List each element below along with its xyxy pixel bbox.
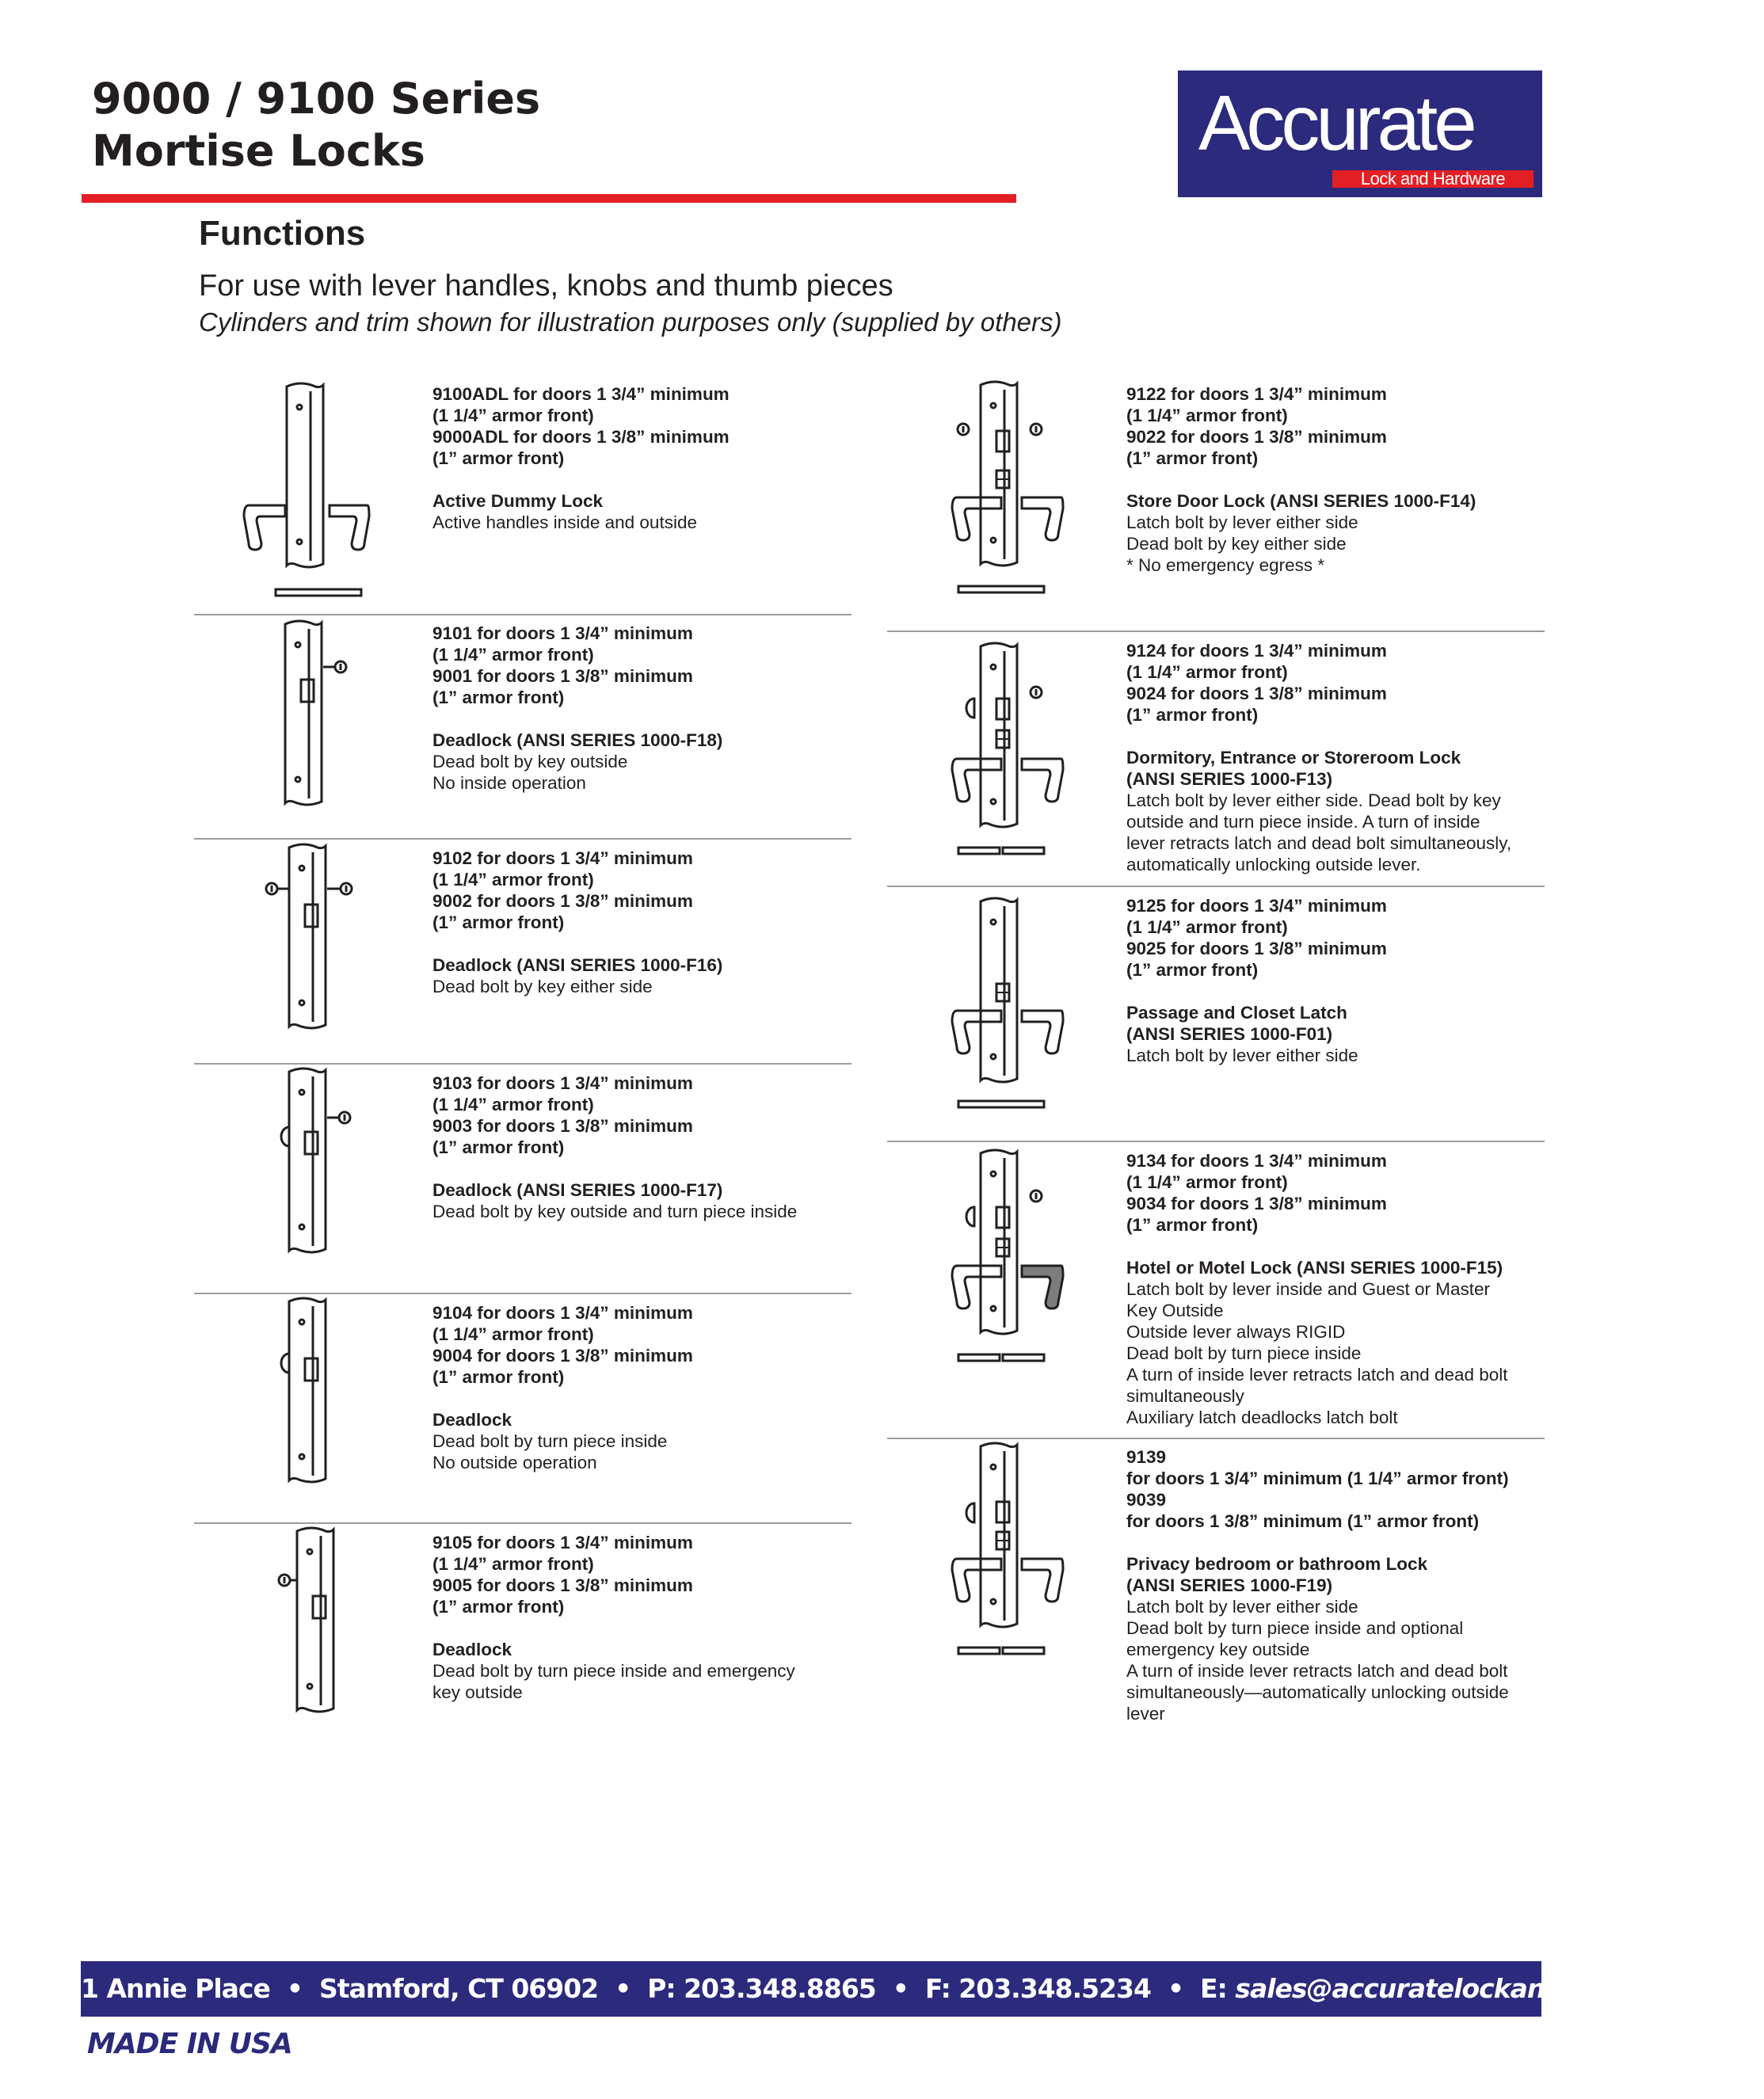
function-title: Dormitory, Entrance or Storeroom Lock: [1126, 748, 1461, 768]
model-line: (1” armor front): [432, 688, 565, 707]
function-title: Privacy bedroom or bathroom Lock: [1126, 1554, 1428, 1574]
model-line: (1 1/4” armor front): [432, 1324, 594, 1344]
function-desc: outside and turn piece inside. A turn of inside: [1126, 812, 1480, 832]
illustration-9134: [943, 1147, 1069, 1369]
model-line: (1” armor front): [1126, 705, 1259, 725]
bullet-separator: •: [884, 1973, 917, 2004]
function-desc: Dead bolt by turn piece inside and optional: [1126, 1618, 1464, 1638]
model-line: 9001 for doors 1 3/8” minimum: [432, 666, 693, 686]
model-line: (1 1/4” armor front): [432, 406, 594, 425]
model-line: (1” armor front): [432, 448, 565, 468]
model-line: 9101 for doors 1 3/4” minimum: [432, 623, 693, 643]
function-title: (ANSI SERIES 1000-F01): [1126, 1024, 1333, 1044]
logo-wordmark: Accurate: [1198, 79, 1473, 166]
function-title: (ANSI SERIES 1000-F13): [1126, 769, 1333, 789]
function-desc: Dead bolt by key either side: [1126, 534, 1347, 554]
function-entry-9105: [432, 1532, 795, 1703]
model-line: 9105 for doors 1 3/4” minimum: [432, 1533, 693, 1552]
model-line: 9004 for doors 1 3/8” minimum: [432, 1346, 693, 1366]
function-desc: Dead bolt by turn piece inside and emergency: [432, 1661, 795, 1681]
function-title: Deadlock: [432, 1410, 512, 1430]
function-desc: Latch bolt by lever inside and Guest or Master: [1126, 1279, 1490, 1299]
function-entry-9101: [432, 623, 722, 794]
model-line: (1” armor front): [432, 912, 565, 932]
model-line: 9005 for doors 1 3/8” minimum: [432, 1575, 693, 1595]
function-desc: Dead bolt by key either side: [432, 977, 653, 996]
function-desc: * No emergency egress *: [1126, 555, 1325, 575]
model-line: 9124 for doors 1 3/4” minimum: [1126, 641, 1387, 661]
model-line: (1 1/4” armor front): [1126, 662, 1288, 682]
function-desc: Active handles inside and outside: [432, 512, 697, 532]
model-line: (1 1/4” armor front): [432, 645, 594, 665]
function-desc: No outside operation: [432, 1453, 597, 1472]
function-entry-9104: [432, 1302, 693, 1473]
footer-email-link[interactable]: sales@accuratelockandhardware.com: [1235, 1973, 1764, 2004]
model-line: (1” armor front): [432, 1597, 565, 1617]
function-entry-9100adl: [432, 383, 730, 533]
brand-logo: [1178, 70, 1542, 197]
row-separator: [194, 1522, 852, 1524]
row-separator: [887, 1438, 1545, 1439]
footer-address: 1 Annie Place: [81, 1973, 270, 2004]
function-desc: Outside lever always RIGID: [1126, 1322, 1346, 1342]
model-line: 9122 for doors 1 3/4” minimum: [1126, 384, 1387, 404]
model-line: for doors 1 3/8” minimum (1” armor front): [1126, 1511, 1480, 1531]
row-separator: [194, 1063, 852, 1065]
illustration-9122: [943, 379, 1069, 608]
page-title-line-1: 9000 / 9100 Series: [92, 74, 541, 124]
model-line: 9034 for doors 1 3/8” minimum: [1126, 1194, 1387, 1213]
model-line: (1” armor front): [432, 1367, 565, 1387]
function-entry-9134: [1126, 1150, 1508, 1428]
title-underline: [82, 194, 1016, 203]
section-title: Functions: [199, 214, 366, 253]
model-line: 9003 for doors 1 3/8” minimum: [432, 1116, 693, 1136]
function-desc: Dead bolt by turn piece inside: [432, 1431, 668, 1451]
function-title: Deadlock (ANSI SERIES 1000-F18): [432, 730, 723, 750]
function-desc: simultaneously—automatically unlocking outside: [1126, 1682, 1509, 1702]
illustration-9101: [269, 618, 364, 816]
bullet-separator: •: [606, 1973, 639, 2004]
row-separator: [194, 838, 852, 840]
page-title: [92, 73, 540, 177]
footer-phone: P: 203.348.8865: [647, 1973, 876, 2004]
function-title: Passage and Closet Latch: [1126, 1003, 1347, 1023]
function-desc: lever retracts latch and dead bolt simultaneously,: [1126, 833, 1512, 853]
model-line: 9022 for doors 1 3/8” minimum: [1126, 427, 1387, 447]
model-line: (1 1/4” armor front): [1126, 406, 1288, 425]
model-line: 9000ADL for doors 1 3/8” minimum: [432, 427, 730, 447]
function-desc: Dead bolt by key outside: [432, 752, 628, 771]
model-line: 9125 for doors 1 3/4” minimum: [1126, 896, 1387, 916]
function-entry-9124: [1126, 640, 1511, 875]
function-desc: Dead bolt by turn piece inside: [1126, 1343, 1362, 1363]
function-title: Active Dummy Lock: [432, 491, 604, 511]
model-line: (1 1/4” armor front): [1126, 917, 1288, 937]
section-note: Cylinders and trim shown for illustration purposes only (supplied by others): [199, 307, 1062, 337]
model-line: 9134 for doors 1 3/4” minimum: [1126, 1151, 1387, 1171]
function-desc: automatically unlocking outside lever.: [1126, 855, 1421, 874]
function-desc: lever: [1126, 1704, 1165, 1724]
logo-tagline: Lock and Hardware: [1332, 170, 1533, 188]
bullet-separator: •: [278, 1973, 311, 2004]
illustration-9124: [943, 640, 1069, 862]
model-line: (1 1/4” armor front): [432, 1095, 594, 1114]
illustration-9105: [273, 1525, 360, 1731]
row-separator: [887, 630, 1545, 632]
function-entry-9103: [432, 1072, 797, 1222]
function-desc: Latch bolt by lever either side. Dead bolt by key: [1126, 790, 1501, 810]
page-title-line-2: Mortise Locks: [92, 126, 425, 176]
function-entry-9102: [432, 848, 722, 997]
function-desc: Latch bolt by lever either side: [1126, 512, 1358, 532]
row-separator: [887, 1141, 1545, 1142]
model-line: 9002 for doors 1 3/8” minimum: [432, 891, 693, 911]
function-entry-9122: [1126, 383, 1476, 576]
function-title: Deadlock (ANSI SERIES 1000-F16): [432, 955, 723, 975]
model-line: 9100ADL for doors 1 3/4” minimum: [432, 384, 730, 404]
model-line: 9025 for doors 1 3/8” minimum: [1126, 939, 1387, 958]
made-in-usa: MADE IN USA: [87, 2028, 292, 2060]
row-separator: [194, 614, 852, 615]
footer-fax: F: 203.348.5234: [924, 1973, 1151, 2004]
function-desc: A turn of inside lever retracts latch and dead bolt: [1126, 1661, 1508, 1681]
function-title: Deadlock: [432, 1640, 512, 1659]
function-desc: Auxiliary latch deadlocks latch bolt: [1126, 1408, 1398, 1427]
illustration-9100adl: [230, 380, 372, 602]
model-line: 9039: [1126, 1490, 1167, 1510]
function-desc: key outside: [432, 1682, 523, 1702]
model-line: for doors 1 3/4” minimum (1 1/4” armor front): [1126, 1469, 1509, 1488]
function-entry-9125: [1126, 895, 1387, 1066]
function-title: (ANSI SERIES 1000-F19): [1126, 1575, 1333, 1595]
model-line: 9024 for doors 1 3/8” minimum: [1126, 684, 1387, 703]
function-desc: Key Outside: [1126, 1301, 1224, 1320]
model-line: (1” armor front): [1126, 1215, 1259, 1235]
row-separator: [194, 1293, 852, 1294]
function-desc: Latch bolt by lever either side: [1126, 1046, 1358, 1065]
illustration-9104: [273, 1295, 360, 1493]
section-subtitle: For use with lever handles, knobs and thumb pieces: [199, 269, 893, 303]
function-desc: A turn of inside lever retracts latch and dead bolt: [1126, 1365, 1508, 1385]
function-desc: Latch bolt by lever either side: [1126, 1597, 1358, 1617]
bullet-separator: •: [1159, 1973, 1192, 2004]
function-desc: emergency key outside: [1126, 1640, 1310, 1659]
function-desc: No inside operation: [432, 773, 586, 793]
model-line: 9139: [1126, 1447, 1167, 1467]
illustration-9103: [265, 1065, 376, 1263]
model-line: 9104 for doors 1 3/4” minimum: [432, 1303, 693, 1323]
function-title: Hotel or Motel Lock (ANSI SERIES 1000-F15): [1126, 1258, 1503, 1278]
function-title: Deadlock (ANSI SERIES 1000-F17): [432, 1180, 723, 1200]
footer-contact-bar: [81, 1961, 1764, 2017]
model-line: (1 1/4” armor front): [432, 1554, 594, 1574]
function-desc: simultaneously: [1126, 1386, 1244, 1406]
model-line: (1” armor front): [432, 1137, 565, 1157]
function-entry-9139: [1126, 1446, 1509, 1724]
model-line: (1” armor front): [1126, 960, 1259, 980]
model-line: (1 1/4” armor front): [1126, 1172, 1288, 1192]
model-line: 9103 for doors 1 3/4” minimum: [432, 1073, 693, 1093]
model-line: 9102 for doors 1 3/4” minimum: [432, 848, 693, 868]
function-title: Store Door Lock (ANSI SERIES 1000-F14): [1126, 491, 1476, 511]
illustration-9102: [257, 841, 376, 1039]
model-line: (1 1/4” armor front): [432, 870, 594, 890]
function-desc: Dead bolt by key outside and turn piece inside: [432, 1202, 798, 1221]
footer-email-label: E:: [1200, 1973, 1227, 2004]
illustration-9125: [943, 895, 1069, 1117]
row-separator: [887, 886, 1545, 887]
illustration-9139: [943, 1440, 1069, 1662]
model-line: (1” armor front): [1126, 448, 1259, 468]
footer-city: Stamford, CT 06902: [318, 1973, 599, 2004]
